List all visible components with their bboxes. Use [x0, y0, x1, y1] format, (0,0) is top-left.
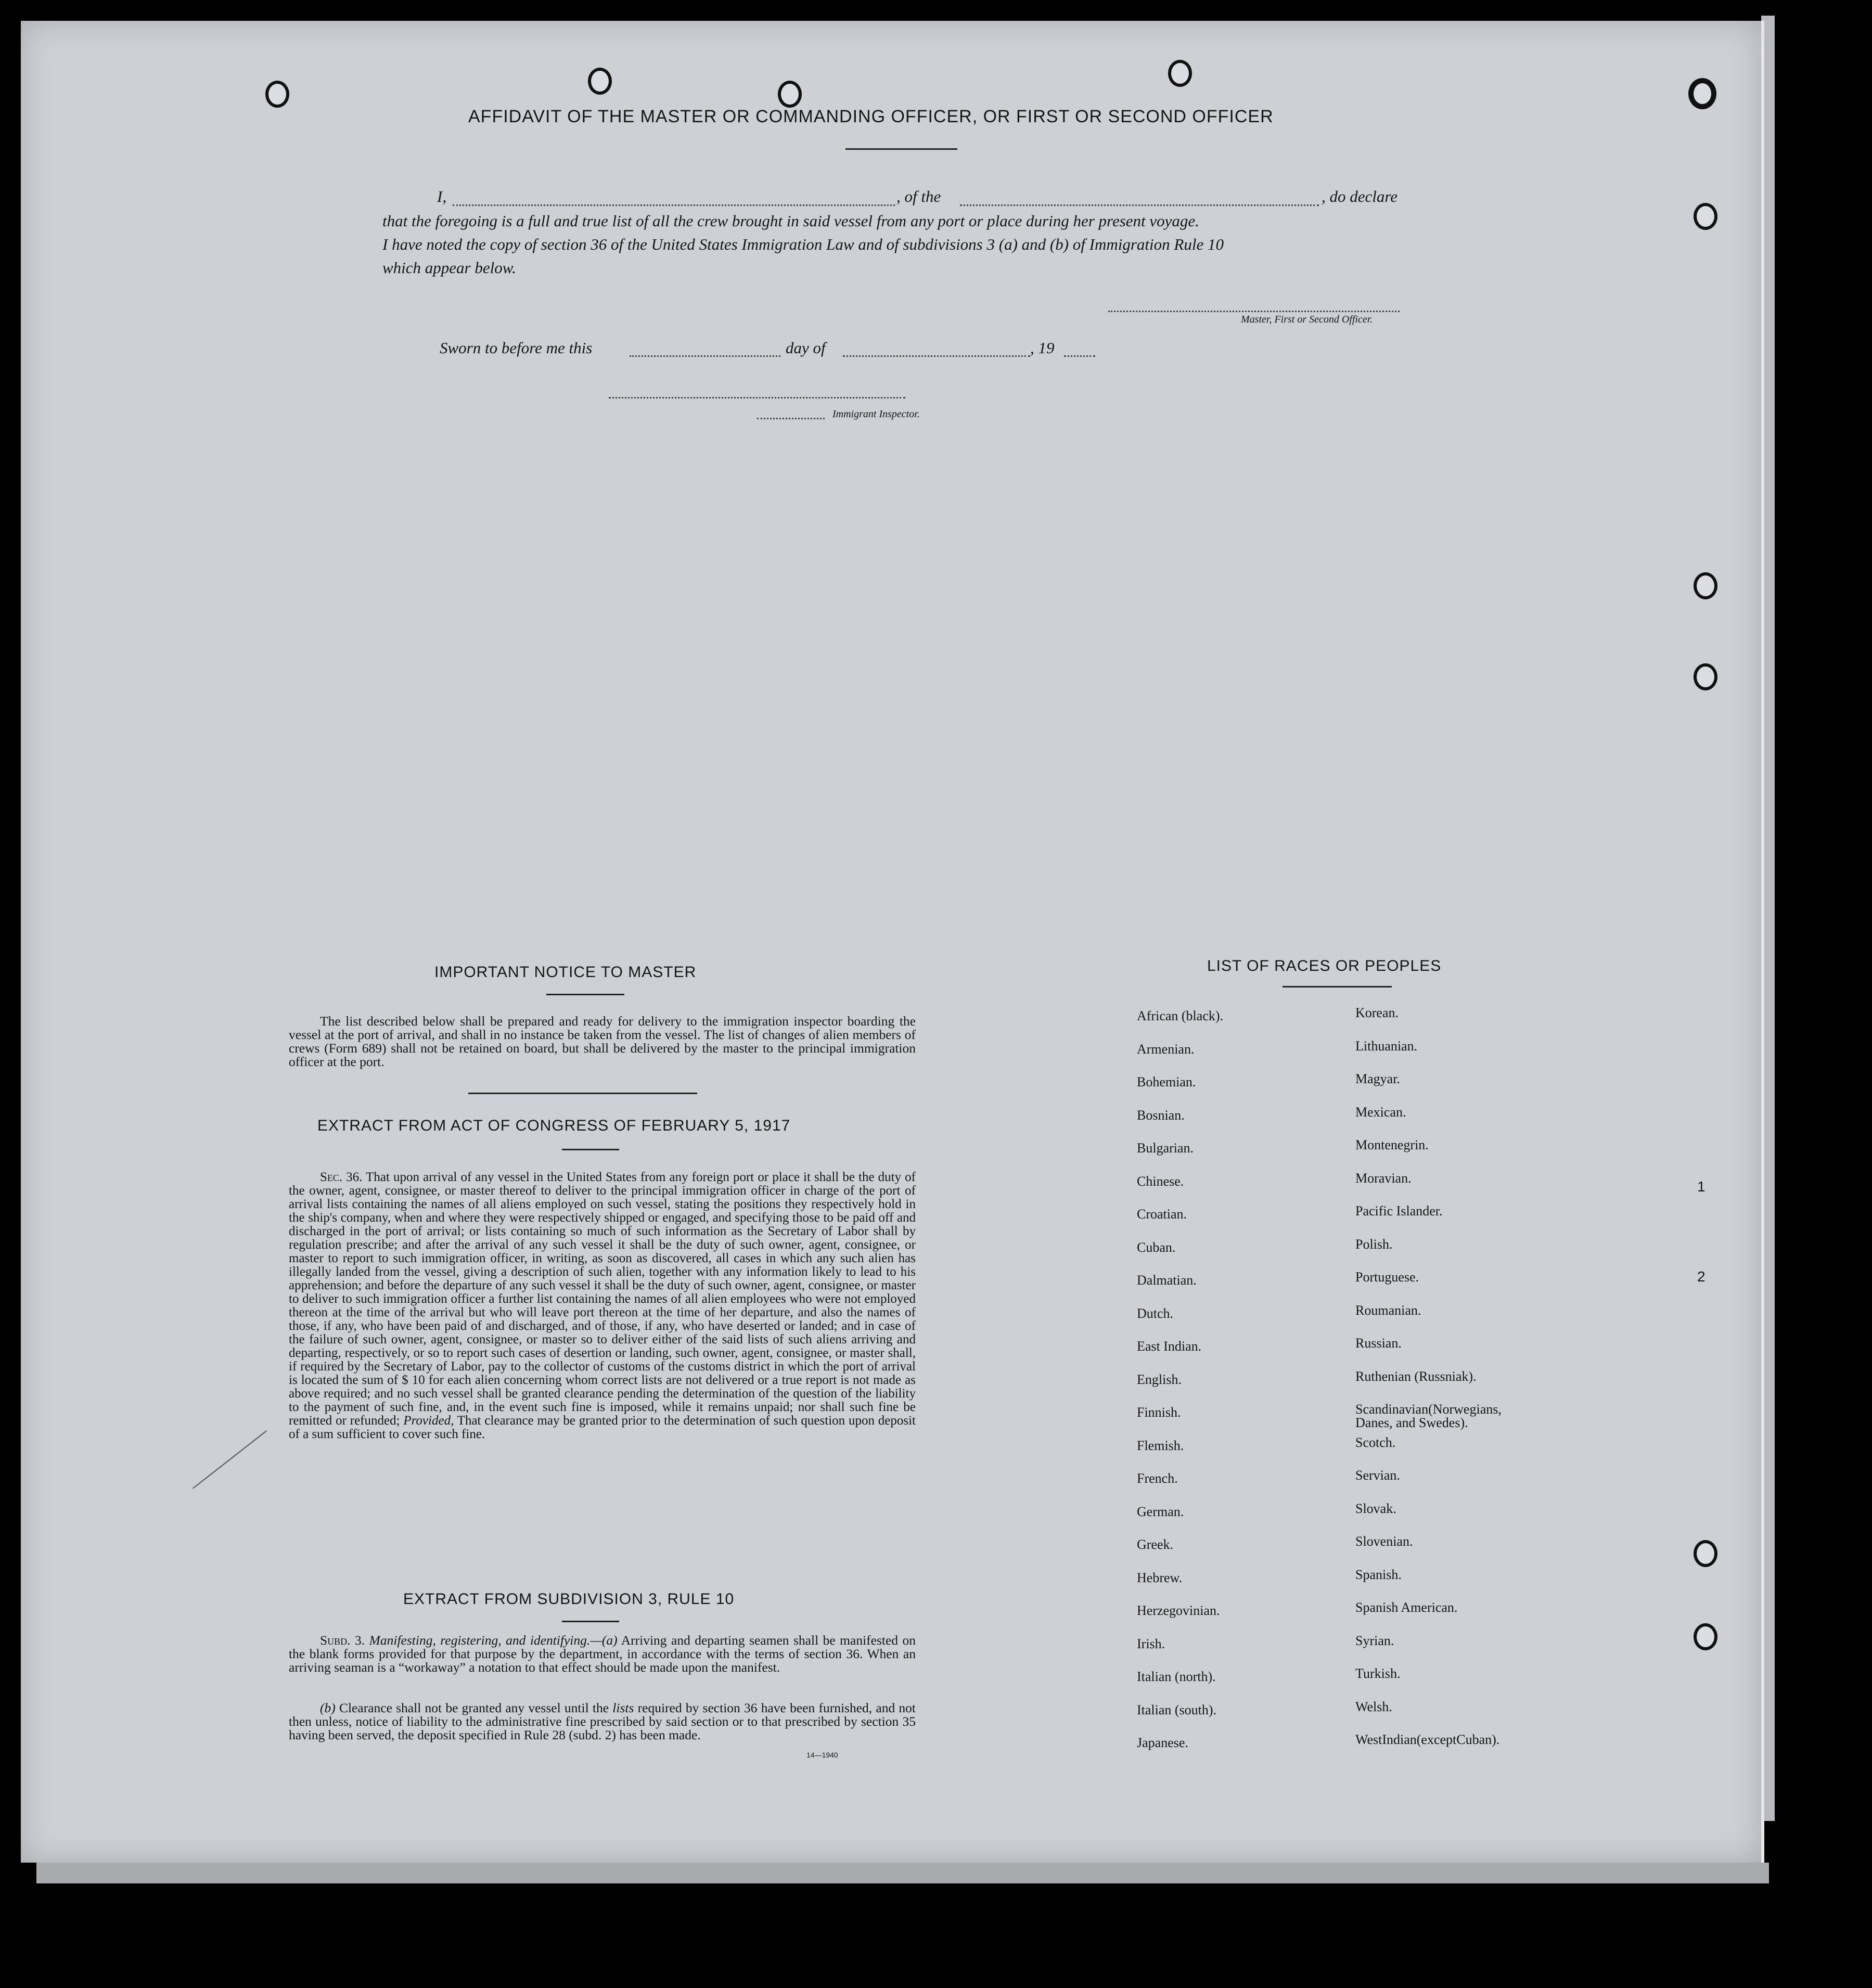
- sworn-year-label: , 19: [1030, 339, 1055, 357]
- race-item: Montenegrin.: [1355, 1137, 1429, 1152]
- rule-extract-text-b: (b) Clearance shall not be granted any vessel until the lists required by section 36 have been furnished, and not then unless, notice of liability to the administrative fine prescribed by said section or to that prescribed by section 35 having been served, the deposit specified in Rule 28 (subd. 2) has been made.: [289, 1700, 916, 1742]
- race-item: Ruthenian (Russniak).: [1355, 1368, 1477, 1384]
- race-item: Herzegovinian.: [1137, 1603, 1220, 1618]
- races-title: LIST OF RACES OR PEOPLES: [1207, 957, 1442, 974]
- race-item: Dutch.: [1137, 1305, 1174, 1321]
- affidavit-i-label: I,: [437, 187, 447, 206]
- race-item: Magyar.: [1355, 1071, 1400, 1086]
- race-item: Irish.: [1137, 1636, 1165, 1651]
- races-underline: [1283, 986, 1392, 987]
- race-item: African (black).: [1137, 1008, 1224, 1023]
- race-item: Cuban.: [1137, 1239, 1176, 1255]
- race-item: Polish.: [1355, 1236, 1393, 1252]
- race-item: Italian (north).: [1137, 1669, 1216, 1684]
- race-item: East Indian.: [1137, 1339, 1202, 1354]
- race-item: Roumanian.: [1355, 1302, 1421, 1318]
- paper-bottom-edge: [36, 1863, 1769, 1883]
- affidavit-declare-label: , do declare: [1322, 187, 1398, 206]
- race-item: Flemish.: [1137, 1438, 1184, 1453]
- punch-hole: [265, 81, 289, 108]
- race-item: Italian (south).: [1137, 1702, 1217, 1717]
- race-item: Lithuanian.: [1355, 1038, 1418, 1054]
- race-item: English.: [1137, 1371, 1182, 1387]
- rule-extract-text-a: Subd. 3. Manifesting, registering, and identifying.—(a) Arriving and departing seamen shall be manifested on the blank forms provided for that purpose by the department, in accordance with the terms of section 36. When an arriving seaman is a “workaway” a notation to that effect should be made upon the manifest.: [289, 1633, 916, 1675]
- affidavit-line-3: I have noted the copy of section 36 of the United States Immigration Law and of subdivisions 3 (a) and (b) of Immigration Rule 10: [382, 235, 1224, 253]
- signature-caption: Master, First or Second Officer.: [1241, 314, 1373, 325]
- race-item: Finnish.: [1137, 1405, 1181, 1420]
- race-item: Mexican.: [1355, 1104, 1406, 1120]
- race-item: Portuguese.: [1355, 1269, 1419, 1285]
- pencil-stroke: [193, 1430, 267, 1489]
- form-number: 14—1940: [806, 1751, 838, 1759]
- race-item: Armenian.: [1137, 1041, 1195, 1057]
- race-item: Croatian.: [1137, 1207, 1187, 1222]
- race-item: Hebrew.: [1137, 1570, 1183, 1585]
- signature-blank: [1108, 311, 1400, 312]
- punch-hole: [1168, 60, 1192, 87]
- sworn-day-of-label: day of: [786, 339, 826, 357]
- margin-mark-2: 2: [1697, 1268, 1706, 1285]
- race-item: Slovenian.: [1355, 1534, 1413, 1549]
- race-item: Bosnian.: [1137, 1107, 1185, 1123]
- race-item: Bulgarian.: [1137, 1140, 1194, 1156]
- race-item: Japanese.: [1137, 1735, 1188, 1750]
- race-item: Turkish.: [1355, 1666, 1401, 1681]
- race-item: Chinese.: [1137, 1173, 1184, 1189]
- race-item: Slovak.: [1355, 1500, 1396, 1516]
- affidavit-line-2: that the foregoing is a full and true list of all the crew brought in said vessel from any port or place during her present voyage.: [382, 212, 1199, 230]
- race-item: Moravian.: [1355, 1170, 1412, 1186]
- punch-hole: [1694, 1540, 1717, 1567]
- race-item: Scandinavian(Norwegians, Danes, and Swedes).: [1355, 1402, 1502, 1430]
- race-item: Servian.: [1355, 1468, 1400, 1483]
- margin-mark-1: 1: [1697, 1178, 1706, 1195]
- act-extract-text: Sec. 36. That upon arrival of any vessel in the United States from any foreign port or place it shall be the duty of the owner, agent, consignee, or master thereof to deliver to the principal immigration officer in charge of the port of arrival lists containing the names of all aliens employed on such vessel, stating the positions they respectively hold in the ship's company, when and where they were respectively shipped or engaged, and specifying those to be paid off and discharged in the port of arrival; or lists containing so much of such information as the Secretary of Labor shall by regulation prescribe; and after the arrival of any such vessel it shall be the duty of such owner, agent, consignee, or master to report to such immigration officer, in writing, as soon as discovered, all cases in which any such alien has illegally landed from the vessel, giving a description of such alien, together with any information likely to lead to his apprehension; and before the departure of any such vessel it shall be the duty of such owner, agent, consignee, or master to deliver to such immigration officer a further list containing the names of all alien employees who were not employed thereon at the time of the arrival but who will leave port thereon at the time of her departure, and also the names of those, if any, who have been paid of and discharged, and of those, if any, who have deserted or landed; and in case of the failure of such owner, agent, consignee, or master so to deliver either of the said lists of such aliens arriving and departing, respectively, or so to report such cases of desertion or landing, such owner, agent, consignee, or master shall, if required by the Secretary of Labor, pay to the collector of customs of the customs district in which the port of arrival is located the sum of $ 10 for each alien concerning whom correct lists are not delivered or a true report is not made as above required; and no such vessel shall be granted clearance pending the determination of the question of the liability to the payment of such fine, and, in the event such fine is imposed, while it remains unpaid; nor shall such fine be remitted or refunded; Provided, That clearance may be granted prior to the determination of such question upon deposit of a sum sufficient to cover such fine.: [289, 1170, 916, 1441]
- race-item: Greek.: [1137, 1537, 1174, 1552]
- notice-underline: [546, 994, 624, 995]
- race-item: Welsh.: [1355, 1699, 1392, 1714]
- rule-extract-title: EXTRACT FROM SUBDIVISION 3, RULE 10: [403, 1591, 735, 1608]
- name-blank: [453, 204, 895, 206]
- race-item: Russian.: [1355, 1336, 1402, 1351]
- punch-hole: [1694, 572, 1717, 599]
- rule-extract-underline: [562, 1621, 619, 1622]
- notice-title: IMPORTANT NOTICE TO MASTER: [434, 964, 697, 981]
- act-extract-title: EXTRACT FROM ACT OF CONGRESS OF FEBRUARY 5, 1917: [317, 1117, 791, 1134]
- vessel-blank: [960, 204, 1319, 206]
- affidavit-line-4: which appear below.: [382, 259, 516, 277]
- race-item: Bohemian.: [1137, 1074, 1196, 1089]
- race-item: Korean.: [1355, 1005, 1399, 1020]
- act-extract-underline: [562, 1149, 619, 1150]
- race-item: Spanish.: [1355, 1567, 1402, 1582]
- race-item: WestIndian(exceptCuban).: [1355, 1732, 1500, 1747]
- race-item: German.: [1137, 1504, 1184, 1519]
- inspector-caption: Immigrant Inspector.: [832, 408, 920, 420]
- race-item: Spanish American.: [1355, 1600, 1458, 1615]
- section-divider: [468, 1093, 697, 1094]
- inspector-caption-lead: [757, 418, 825, 419]
- race-item: French.: [1137, 1471, 1178, 1486]
- affidavit-of-the-label: , of the: [896, 187, 941, 206]
- punch-hole: [1694, 663, 1717, 690]
- form-page: [21, 21, 1764, 1863]
- sworn-day-blank: [630, 355, 780, 357]
- affidavit-title: AFFIDAVIT OF THE MASTER OR COMMANDING OFFICER, OR FIRST OR SECOND OFFICER: [468, 107, 1274, 126]
- punch-hole: [778, 81, 802, 108]
- punch-hole: [588, 68, 612, 95]
- race-item: Scotch.: [1355, 1434, 1396, 1450]
- race-item: Dalmatian.: [1137, 1273, 1197, 1288]
- sworn-month-blank: [843, 355, 1030, 357]
- race-item: Pacific Islander.: [1355, 1203, 1443, 1219]
- punch-hole: [1694, 203, 1717, 230]
- notice-text: The list described below shall be prepared and ready for delivery to the immigration inspector boarding the vessel at the port of arrival, and shall in no instance be taken from the vessel. The list of changes of alien members of crews (Form 689) shall not be retained on board, but shall be delivered by the master to the principal immigration officer at the port.: [289, 1014, 916, 1069]
- inspector-signature-blank: [609, 397, 905, 399]
- race-item: Syrian.: [1355, 1633, 1394, 1648]
- punch-hole: [1688, 78, 1716, 109]
- title-underline: [845, 148, 957, 150]
- sworn-year-blank: [1064, 355, 1095, 357]
- sworn-label: Sworn to before me this: [440, 339, 593, 357]
- punch-hole: [1694, 1623, 1717, 1650]
